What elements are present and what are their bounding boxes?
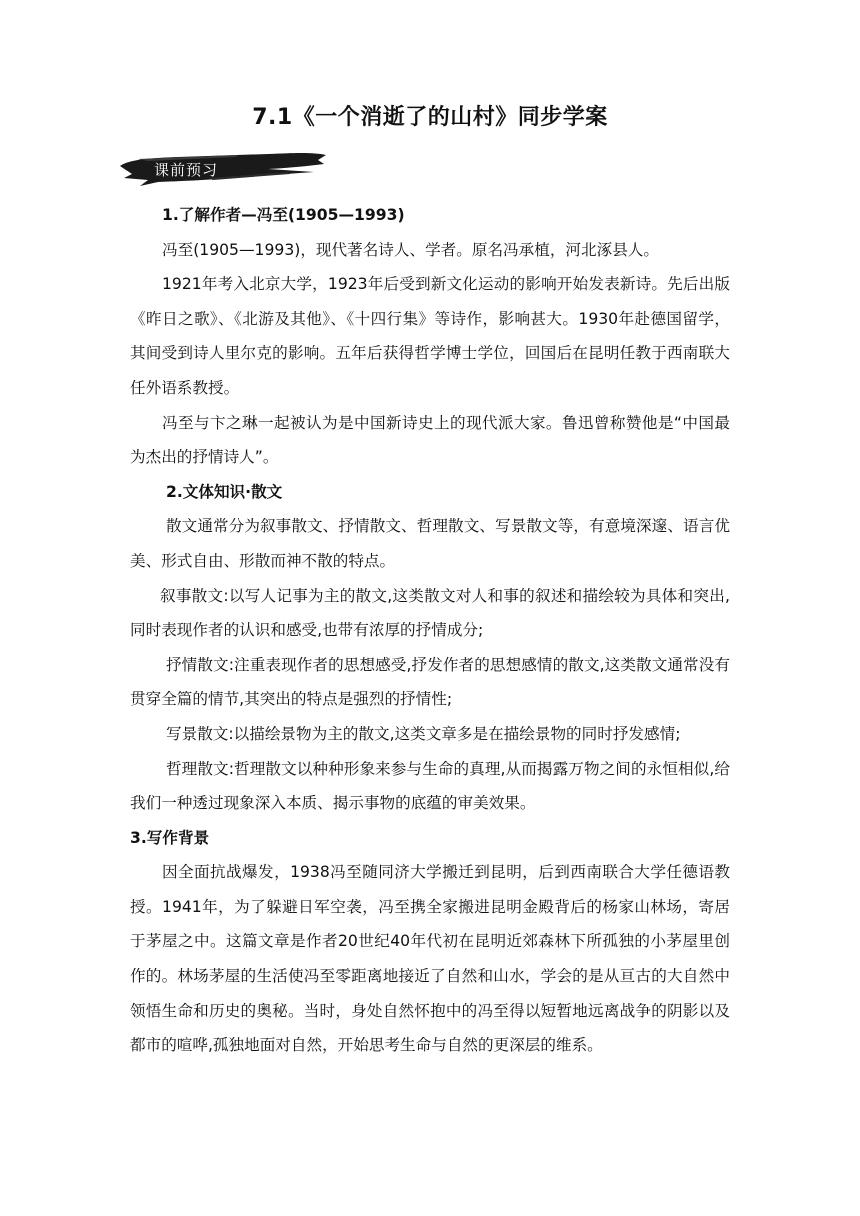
paragraph: 冯至(1905—1993)，现代著名诗人、学者。原名冯承植，河北涿县人。 (162, 240, 659, 259)
section-heading-author: 1.了解作者—冯至(1905—1993) (162, 206, 405, 224)
section-heading-genre: 2.文体知识·散文 (166, 482, 283, 501)
paragraph: 写景散文:以描绘景物为主的散文,这类文章多是在描绘景物的同时抒发感情; (166, 724, 681, 743)
paragraph: 哲理散文:哲理散文以种种形象来参与生命的真理,从而揭露万物之间的永恒相似,给我们一种透过现象深入本质、揭示事物的底蕴的审美效果。 (130, 759, 730, 813)
section-heading-background: 3.写作背景 (130, 828, 210, 847)
brush-stroke-banner (118, 148, 328, 192)
paragraph: 抒情散文:注重表现作者的思想感受,抒发作者的思想感情的散文,这类散文通常没有贯穿全篇的情节,其突出的特点是强烈的抒情性; (130, 655, 730, 709)
paragraph: 1921年考入北京大学，1923年后受到新文化运动的影响开始发表新诗。先后出版《昨日之歌》、《北游及其他》、《十四行集》等诗作，影响甚大。1930年赴德国留学，其间受到诗人里尔克的影响。五年后获得哲学博士学位，回国后在昆明任教于西南联大任外语系教授。 (130, 275, 730, 397)
page-title: 7.1《一个消逝了的山村》同步学案 (252, 105, 608, 130)
paragraph: 叙事散文:以写人记事为主的散文,这类散文对人和事的叙述和描绘较为具体和突出,同时表现作者的认识和感受,也带有浓厚的抒情成分; (130, 586, 730, 640)
document-body (130, 198, 730, 1063)
paragraph: 散文通常分为叙事散文、抒情散文、哲理散文、写景散文等，有意境深邃、语言优美、形式自由、形散而神不散的特点。 (130, 517, 730, 570)
paragraph: 因全面抗战爆发，1938冯至随同济大学搬迁到昆明，后到西南联合大学任德语教授。1941年，为了躲避日军空袭，冯至携全家搬进昆明金殿背后的杨家山林场，寄居于茅屋之中。这篇文章是作者20世纪40年代初在昆明近郊森林下所孤独的小茅屋里创作的。林场茅屋的生活使冯至零距离地接近了自然和山水，学会的是从亘古的大自然中领悟生命和历史的奥秘。当时，身处自然怀抱中的冯至得以短暂地远离战争的阴影以及都市的喧哗,孤独地面对自然，开始思考生命与自然的更深层的维系。 (130, 863, 730, 1055)
banner-label: 课前预习 (154, 161, 219, 179)
section-banner (118, 148, 328, 192)
paragraph: 冯至与卞之琳一起被认为是中国新诗史上的现代派大家。鲁迅曾称赞他是“中国最为杰出的抒情诗人”。 (130, 413, 730, 467)
